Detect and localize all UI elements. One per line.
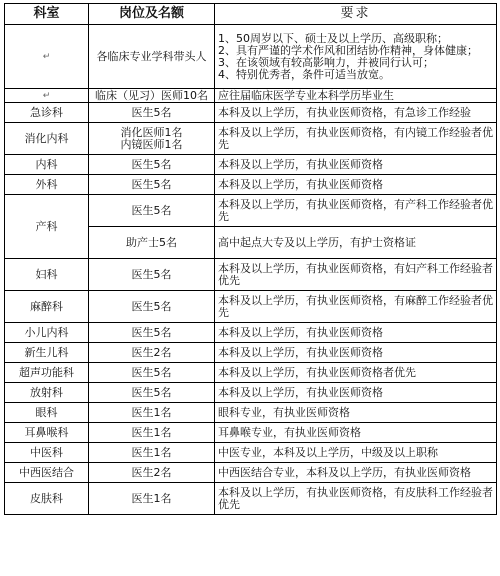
position-cell: 医生1名 (89, 423, 215, 443)
position-cell: 医生2名 (89, 463, 215, 483)
table-row (5, 483, 497, 515)
position-cell (89, 123, 215, 155)
dept-cell: 新生儿科 (5, 343, 89, 363)
table-row (5, 103, 497, 123)
position-cell: 医生1名 (89, 483, 215, 515)
table-row (5, 423, 497, 443)
dept-cell: 急诊科 (5, 103, 89, 123)
requirement-line: 1、50周岁以下、硕士及以上学历、高级职称； (218, 31, 448, 45)
requirements-cell: 本科及以上学历，有执业医师资格 (215, 155, 497, 175)
header-requirements: 要求 (215, 4, 497, 25)
table-row (5, 123, 497, 155)
table-row (5, 155, 497, 175)
position-cell: 医生5名 (89, 259, 215, 291)
header-position: 岗位及名额 (89, 4, 215, 25)
table-row (5, 383, 497, 403)
table-row (5, 363, 497, 383)
position-cell: 医生2名 (89, 343, 215, 363)
recruitment-table (4, 3, 497, 515)
position-cell: 医生1名 (89, 443, 215, 463)
requirements-cell: 中医专业，本科及以上学历，中级及以上职称 (215, 443, 497, 463)
requirements-cell: 高中起点大专及以上学历，有护士资格证 (215, 227, 497, 259)
table-row (5, 291, 497, 323)
requirements-cell: 中西医结合专业，本科及以上学历，有执业医师资格 (215, 463, 497, 483)
requirement-line: 3、在该领域有较高影响力，并被同行认可； (218, 55, 434, 69)
header-dept: 科室 (5, 4, 89, 25)
dept-cell: 外科 (5, 175, 89, 195)
table-row (5, 343, 497, 363)
requirements-cell: 本科及以上学历，有执业医师资格 (215, 383, 497, 403)
table-row (5, 259, 497, 291)
requirements-cell: 本科及以上学历，有执业医师资格 (215, 175, 497, 195)
table-row (5, 443, 497, 463)
dept-cell: 耳鼻喉科 (5, 423, 89, 443)
table-row (5, 463, 497, 483)
dept-cell: 内科 (5, 155, 89, 175)
requirements-cell: 眼科专业，有执业医师资格 (215, 403, 497, 423)
table-row (5, 403, 497, 423)
dept-cell-empty (5, 25, 89, 89)
position-line: 消化医师1名 (120, 125, 183, 139)
requirements-cell: 本科及以上学历，有执业医师资格，有内镜工作经验者优先 (215, 123, 497, 155)
position-cell: 医生5名 (89, 195, 215, 227)
position-cell: 医生5名 (89, 291, 215, 323)
dept-cell: 中西医结合 (5, 463, 89, 483)
table-row (5, 195, 497, 227)
requirements-cell: 本科及以上学历，有执业医师资格，有麻醉工作经验者优先 (215, 291, 497, 323)
requirements-cell: 本科及以上学历，有执业医师资格者优先 (215, 363, 497, 383)
requirements-cell: 本科及以上学历，有执业医师资格 (215, 343, 497, 363)
table-header-row (5, 4, 497, 25)
requirements-cell: 本科及以上学历，有执业医师资格，有妇产科工作经验者优先 (215, 259, 497, 291)
position-cell: 助产士5名 (89, 227, 215, 259)
table-row-leader (5, 25, 497, 89)
dept-cell: 超声功能科 (5, 363, 89, 383)
table-row (5, 323, 497, 343)
dept-cell: 麻醉科 (5, 291, 89, 323)
dept-cell: 妇科 (5, 259, 89, 291)
requirements-cell: 耳鼻喉专业，有执业医师资格 (215, 423, 497, 443)
dept-cell: 产科 (5, 195, 89, 259)
requirements-cell (215, 25, 497, 89)
position-cell: 医生5名 (89, 175, 215, 195)
requirements-cell: 本科及以上学历，有执业医师资格，有产科工作经验者优先 (215, 195, 497, 227)
table-row-resident (5, 89, 497, 103)
position-cell: 医生5名 (89, 155, 215, 175)
position-cell: 医生1名 (89, 403, 215, 423)
requirements-cell: 应往届临床医学专业本科学历毕业生 (215, 89, 497, 103)
dept-cell: 消化内科 (5, 123, 89, 155)
requirement-line: 4、特别优秀者，条件可适当放宽。 (218, 67, 390, 81)
requirements-cell: 本科及以上学历，有执业医师资格，有急诊工作经验 (215, 103, 497, 123)
requirements-cell: 本科及以上学历，有执业医师资格，有皮肤科工作经验者优先 (215, 483, 497, 515)
dept-cell: 中医科 (5, 443, 89, 463)
paragraph-mark-icon: ↵ (42, 52, 51, 62)
position-cell: 医生5名 (89, 363, 215, 383)
position-cell: 医生5名 (89, 323, 215, 343)
dept-cell: 小儿内科 (5, 323, 89, 343)
position-line: 内镜医师1名 (120, 137, 183, 151)
requirement-line: 2、具有严谨的学术作风和团结协作精神，身体健康； (218, 43, 478, 57)
dept-cell: 皮肤科 (5, 483, 89, 515)
dept-cell: 眼科 (5, 403, 89, 423)
position-cell: 医生5名 (89, 103, 215, 123)
position-cell: 临床（见习）医师10名 (89, 89, 215, 103)
position-cell: 医生5名 (89, 383, 215, 403)
dept-cell-empty (5, 89, 89, 103)
dept-cell: 放射科 (5, 383, 89, 403)
paragraph-mark-icon: ↵ (42, 91, 51, 101)
requirements-cell: 本科及以上学历，有执业医师资格 (215, 323, 497, 343)
position-cell: 各临床专业学科带头人 (89, 25, 215, 89)
table-row (5, 175, 497, 195)
